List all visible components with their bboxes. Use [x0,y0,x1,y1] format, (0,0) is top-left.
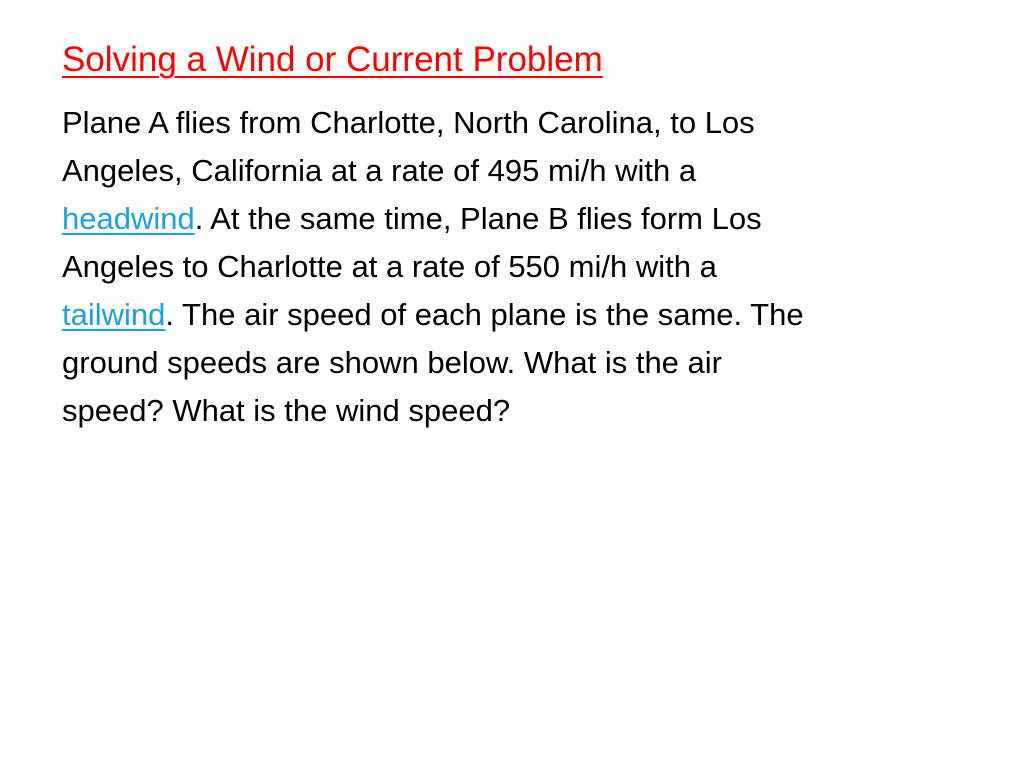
slide-title: Solving a Wind or Current Problem [62,40,603,79]
problem-line-6: ground speeds are shown below. What is the air [62,345,722,380]
problem-line-5-text: . The air speed of each plane is the same. The [165,297,804,332]
problem-line-3-text: . At the same time, Plane B flies form Los [194,201,762,236]
tailwind-link[interactable]: tailwind [62,297,166,332]
problem-line-2: Angeles, California at a rate of 495 mi/h with a [62,153,697,188]
problem-line-1: Plane A flies from Charlotte, North Carolina, to Los [62,105,755,140]
problem-line-7: speed? What is the wind speed? [62,393,511,428]
headwind-link[interactable]: headwind [62,201,195,236]
problem-line-3 [62,195,962,243]
problem-line-5 [62,291,962,339]
problem-line-4: Angeles to Charlotte at a rate of 550 mi/h with a [62,249,717,284]
problem-text [62,99,962,435]
